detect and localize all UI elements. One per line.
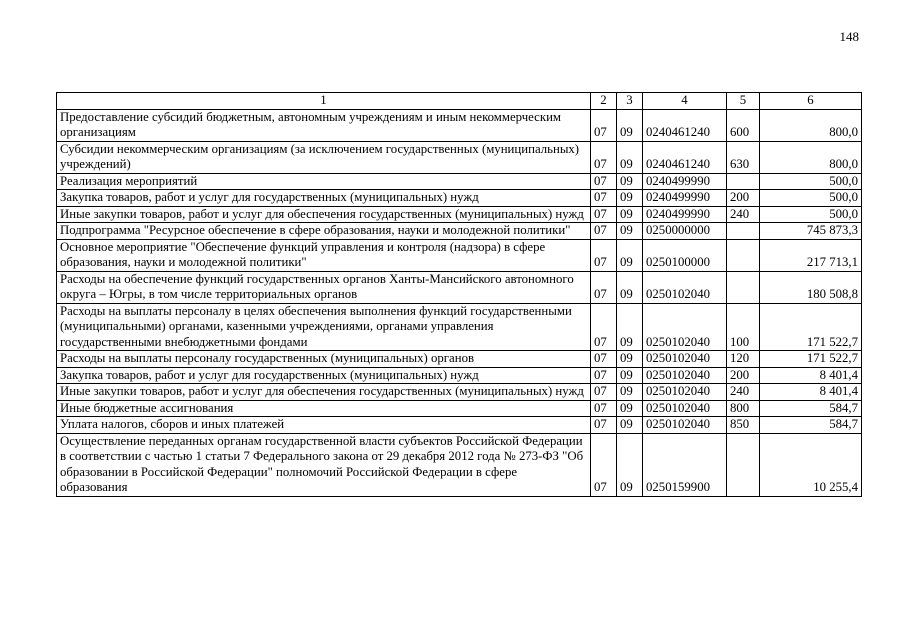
row-expense-type: 200 [727, 190, 760, 207]
row-expense-type: 600 [727, 109, 760, 141]
column-header-1: 1 [57, 93, 591, 110]
row-amount: 180 508,8 [760, 271, 862, 303]
row-target-article: 0250000000 [643, 223, 727, 240]
table-row [57, 384, 862, 401]
row-amount: 800,0 [760, 109, 862, 141]
row-amount: 745 873,3 [760, 223, 862, 240]
row-subsection-code: 09 [617, 303, 643, 351]
row-target-article: 0240499990 [643, 206, 727, 223]
row-subsection-code: 09 [617, 239, 643, 271]
row-target-article: 0240499990 [643, 173, 727, 190]
row-target-article: 0250102040 [643, 351, 727, 368]
row-target-article: 0250102040 [643, 417, 727, 434]
row-subsection-code: 09 [617, 384, 643, 401]
row-amount: 171 522,7 [760, 351, 862, 368]
row-subsection-code: 09 [617, 271, 643, 303]
table-row [57, 173, 862, 190]
row-description: Предоставление субсидий бюджетным, автономным учреждениям и иным некоммерческим организациям [57, 109, 591, 141]
table-row [57, 367, 862, 384]
row-section-code: 07 [591, 239, 617, 271]
row-expense-type: 240 [727, 206, 760, 223]
row-amount: 8 401,4 [760, 367, 862, 384]
row-description: Расходы на обеспечение функций государственных органов Ханты-Мансийского автономного округа – Югры, в том числе территориальных органов [57, 271, 591, 303]
row-description: Уплата налогов, сборов и иных платежей [57, 417, 591, 434]
row-target-article: 0250102040 [643, 400, 727, 417]
row-section-code: 07 [591, 367, 617, 384]
row-target-article: 0240461240 [643, 141, 727, 173]
row-target-article: 0250159900 [643, 433, 727, 496]
row-description: Расходы на выплаты персоналу государственных (муниципальных) органов [57, 351, 591, 368]
row-section-code: 07 [591, 271, 617, 303]
row-description: Иные закупки товаров, работ и услуг для обеспечения государственных (муниципальных) нужд [57, 206, 591, 223]
row-section-code: 07 [591, 351, 617, 368]
column-header-4: 4 [643, 93, 727, 110]
row-subsection-code: 09 [617, 141, 643, 173]
row-expense-type: 100 [727, 303, 760, 351]
row-section-code: 07 [591, 417, 617, 434]
column-header-6: 6 [760, 93, 862, 110]
table-row [57, 303, 862, 351]
row-section-code: 07 [591, 109, 617, 141]
row-subsection-code: 09 [617, 109, 643, 141]
row-section-code: 07 [591, 303, 617, 351]
header-row [57, 93, 862, 110]
table-row [57, 433, 862, 496]
row-target-article: 0250100000 [643, 239, 727, 271]
row-amount: 800,0 [760, 141, 862, 173]
row-description: Иные закупки товаров, работ и услуг для обеспечения государственных (муниципальных) нужд [57, 384, 591, 401]
table-row [57, 417, 862, 434]
row-description: Реализация мероприятий [57, 173, 591, 190]
row-description: Основное мероприятие "Обеспечение функций управления и контроля (надзора) в сфере образования, науки и молодежной политики" [57, 239, 591, 271]
row-description: Осуществление переданных органам государственной власти субъектов Российской Федерации в соответствии с частью 1 статьи 7 Федерального закона от 29 декабря 2012 года № 273-ФЗ "Об образовании в Российской Федерации" полномочий Российской Федерации в сфере образования [57, 433, 591, 496]
row-subsection-code: 09 [617, 367, 643, 384]
table-row [57, 271, 862, 303]
row-subsection-code: 09 [617, 351, 643, 368]
row-target-article: 0250102040 [643, 384, 727, 401]
table-row [57, 351, 862, 368]
row-expense-type [727, 239, 760, 271]
row-amount: 500,0 [760, 190, 862, 207]
row-section-code: 07 [591, 141, 617, 173]
row-section-code: 07 [591, 223, 617, 240]
row-description: Иные бюджетные ассигнования [57, 400, 591, 417]
row-section-code: 07 [591, 400, 617, 417]
table-row [57, 223, 862, 240]
row-expense-type: 120 [727, 351, 760, 368]
column-header-3: 3 [617, 93, 643, 110]
budget-table [56, 92, 862, 497]
row-subsection-code: 09 [617, 206, 643, 223]
row-expense-type: 200 [727, 367, 760, 384]
row-amount: 10 255,4 [760, 433, 862, 496]
row-amount: 500,0 [760, 173, 862, 190]
table-row [57, 206, 862, 223]
row-expense-type [727, 173, 760, 190]
row-amount: 584,7 [760, 417, 862, 434]
row-amount: 500,0 [760, 206, 862, 223]
row-description: Подпрограмма "Ресурсное обеспечение в сфере образования, науки и молодежной политики" [57, 223, 591, 240]
row-description: Субсидии некоммерческим организациям (за исключением государственных (муниципальных) учреждений) [57, 141, 591, 173]
row-subsection-code: 09 [617, 417, 643, 434]
row-amount: 171 522,7 [760, 303, 862, 351]
column-header-5: 5 [727, 93, 760, 110]
row-expense-type [727, 433, 760, 496]
row-expense-type: 240 [727, 384, 760, 401]
row-section-code: 07 [591, 433, 617, 496]
row-target-article: 0250102040 [643, 367, 727, 384]
row-amount: 8 401,4 [760, 384, 862, 401]
row-subsection-code: 09 [617, 400, 643, 417]
table-row [57, 141, 862, 173]
row-subsection-code: 09 [617, 433, 643, 496]
row-description: Закупка товаров, работ и услуг для государственных (муниципальных) нужд [57, 367, 591, 384]
table-row [57, 109, 862, 141]
row-amount: 217 713,1 [760, 239, 862, 271]
page-number: 148 [839, 29, 859, 44]
row-section-code: 07 [591, 384, 617, 401]
row-section-code: 07 [591, 173, 617, 190]
row-expense-type: 850 [727, 417, 760, 434]
table-row [57, 190, 862, 207]
row-subsection-code: 09 [617, 223, 643, 240]
row-target-article: 0240499990 [643, 190, 727, 207]
row-subsection-code: 09 [617, 190, 643, 207]
row-target-article: 0240461240 [643, 109, 727, 141]
row-subsection-code: 09 [617, 173, 643, 190]
table-row [57, 239, 862, 271]
row-expense-type [727, 271, 760, 303]
row-expense-type: 630 [727, 141, 760, 173]
row-expense-type [727, 223, 760, 240]
row-description: Расходы на выплаты персоналу в целях обеспечения выполнения функций государственными (муниципальными) органами, казенными учреждениями, органами управления государственными внебюджетными фондами [57, 303, 591, 351]
row-description: Закупка товаров, работ и услуг для государственных (муниципальных) нужд [57, 190, 591, 207]
table-row [57, 400, 862, 417]
row-target-article: 0250102040 [643, 271, 727, 303]
row-target-article: 0250102040 [643, 303, 727, 351]
row-expense-type: 800 [727, 400, 760, 417]
row-section-code: 07 [591, 206, 617, 223]
row-amount: 584,7 [760, 400, 862, 417]
row-section-code: 07 [591, 190, 617, 207]
column-header-2: 2 [591, 93, 617, 110]
